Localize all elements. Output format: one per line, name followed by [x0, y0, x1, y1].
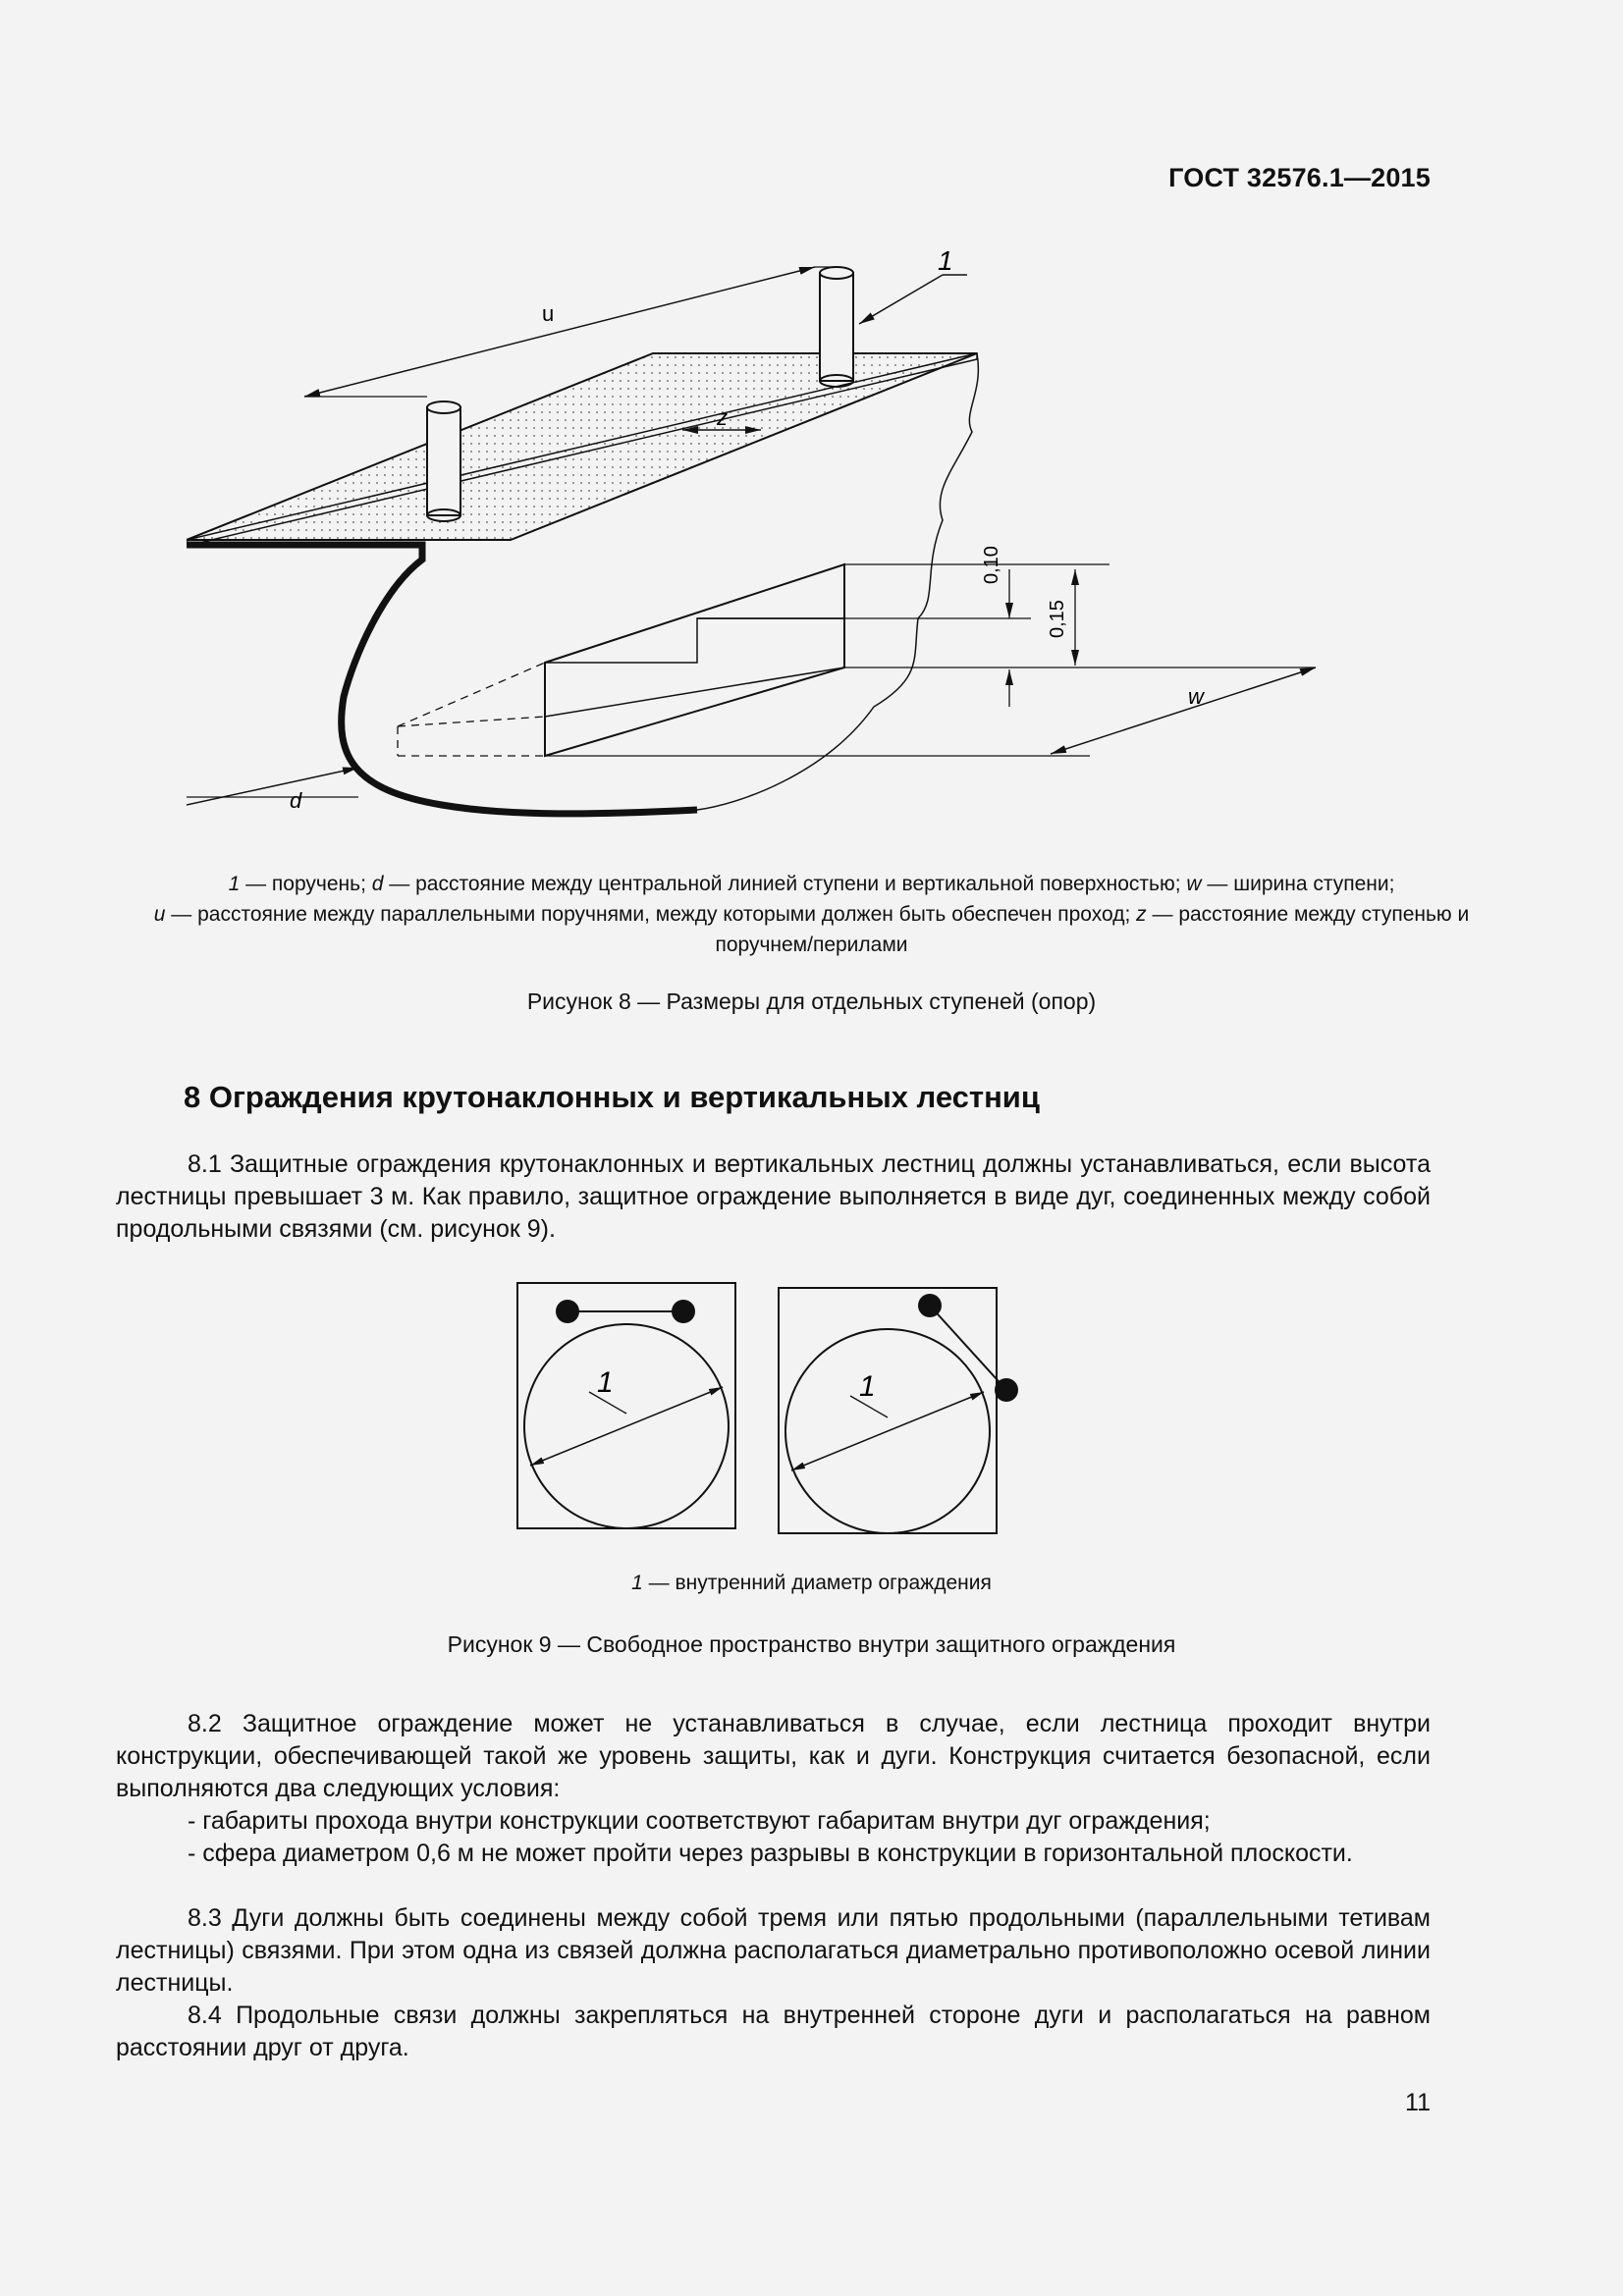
- fig9-callout-left: 1: [597, 1366, 614, 1399]
- label-z: z: [717, 405, 728, 430]
- figure-9-legend: [0, 1572, 1623, 1595]
- step-hidden-lines: [398, 663, 545, 756]
- figure-9-drawing: [511, 1276, 1041, 1541]
- callout-1: 1: [938, 245, 953, 276]
- legend8-sym-u: u: [153, 903, 166, 926]
- paragraph-8-1: 8.1 Защитные ограждения крутонаклонных и вертикальных лестниц должны устанавливаться, если высота лестницы превышает 3 м. Как правило, защитное ограждение выполняется в виде дуг, соединенных между собой продольными связями (см. рисунок 9).: [116, 1150, 1431, 1243]
- label-w: w: [1188, 684, 1204, 709]
- legend8-txt-1: — поручень;: [240, 873, 372, 895]
- bullet-1: - габариты прохода внутри конструкции соответствуют габаритам внутри дуг ограждения;: [188, 1807, 1211, 1835]
- figure-8-legend: [147, 869, 1476, 960]
- bullet-2: - сфера диаметром 0,6 м не может пройти через разрывы в конструкции в горизонтальной плоскости.: [188, 1840, 1353, 1867]
- step-box: [545, 564, 844, 756]
- guard-section-left: [517, 1283, 735, 1528]
- section-heading: 8 Ограждения крутонаклонных и вертикальных лестниц: [184, 1080, 1040, 1114]
- legend8-txt-z: — расстояние между ступенью и поручнем/перилами: [715, 903, 1470, 956]
- legend8-txt-u: — расстояние между параллельными поручнями, между которыми должен быть обеспечен проход;: [165, 903, 1137, 926]
- guard-section-right: [779, 1288, 1018, 1533]
- legend8-sym-d: d: [371, 873, 384, 895]
- fig9-callout-right: 1: [859, 1370, 876, 1403]
- label-u: u: [542, 301, 555, 326]
- legend8-txt-d: — расстояние между центральной линией ступени и вертикальной поверхностью;: [383, 873, 1187, 895]
- legend8-sym-z: z: [1136, 903, 1147, 926]
- dim-0-10: 0,10: [981, 546, 1002, 584]
- dim-0-15: 0,15: [1047, 600, 1068, 638]
- paragraph-8-2: 8.2 Защитное ограждение может не устанавливаться в случае, если лестница проходит внутри конструкции, обеспечивающей такой же уровень защиты, как и дуги. Конструкция считается безопасной, если выполняются два следующих условия:: [116, 1710, 1431, 1802]
- figure-9-caption: Рисунок 9 — Свободное пространство внутри защитного ограждения: [447, 1631, 1176, 1657]
- figure-8-drawing: [187, 245, 1424, 834]
- handrail-profile: [187, 545, 697, 814]
- paragraph-8-3: 8.3 Дуги должны быть соединены между собой тремя или пятью продольными (параллельными тетивам лестницы) связями. При этом одна из связей должна располагаться диаметрально противоположно осевой линии лестницы.: [116, 1904, 1431, 1997]
- figure-8-caption: Рисунок 8 — Размеры для отдельных ступеней (опор): [526, 988, 1097, 1014]
- legend9-txt: — внутренний диаметр ограждения: [642, 1572, 992, 1594]
- legend8-line2: [147, 899, 1476, 960]
- legend8-sym-1: 1: [228, 873, 241, 895]
- page-number: 11: [1405, 2089, 1431, 2116]
- paragraph-8-4: 8.4 Продольные связи должны закрепляться на внутренней стороне дуги и располагаться на равном расстоянии друг от друга.: [116, 2002, 1431, 2061]
- legend9-sym-1: 1: [631, 1572, 643, 1594]
- standard-code: ГОСТ 32576.1—2015: [1168, 163, 1431, 192]
- handrail-post-left: [427, 401, 460, 521]
- legend8-line1: [147, 869, 1476, 899]
- handrail-post-right: [820, 267, 853, 387]
- legend8-txt-w: — ширина ступени;: [1201, 873, 1395, 895]
- legend8-sym-w: w: [1186, 873, 1202, 895]
- label-d: d: [290, 788, 302, 813]
- rail-plank: [187, 353, 977, 546]
